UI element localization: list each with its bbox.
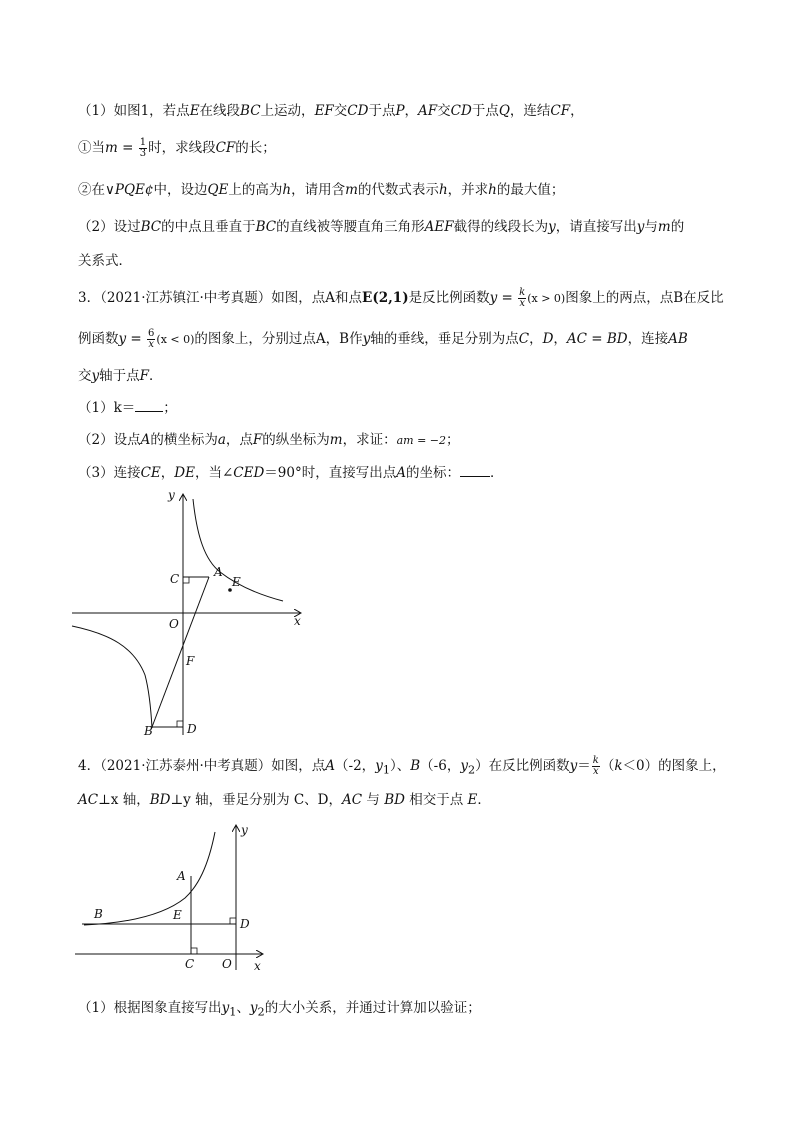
fraction-k-over-x: $\frac{k}{x}$ xyxy=(592,755,599,777)
label-x: x xyxy=(254,959,261,972)
label-e: E xyxy=(232,575,241,589)
label-c: C xyxy=(170,572,180,586)
hyperbola-left-branch xyxy=(72,626,152,728)
q3-part1: （1）k＝ ； xyxy=(78,400,177,416)
q2-part1: （1）如图1，若点E在线段BC上运动，EF交CD于点P，AF交CD于点Q，连结CF， xyxy=(78,103,584,119)
q4-part1: （1）根据图象直接写出$y_1$、$y_2$的大小关系，并通过计算加以验证； xyxy=(78,1000,481,1019)
label-o: O xyxy=(222,957,232,971)
segment-ab xyxy=(152,577,209,727)
fraction-one-third: $\frac{1}{3}$ xyxy=(139,137,147,159)
label-a: A xyxy=(214,565,223,579)
q2-sub2: ②在∨PQE¢中，设边QE上的高为h，请用含m的代数式表示h，并求h的最大值； xyxy=(78,182,565,198)
q3-part2: （2）设点A的横坐标为a，点F的纵坐标为m，求证：am = −2； xyxy=(78,432,460,448)
label-d: D xyxy=(240,917,250,931)
label-o: O xyxy=(169,617,179,631)
label-c: C xyxy=(185,957,195,971)
q3-line1: 3．（2021·江苏镇江·中考真题）如图，点A和点E(2,1)是反比例函数y = $\frac{k}{x}$ (x > 0)图象上的两点，点B在反比 xyxy=(78,287,724,309)
q3-line2: 例函数y = $\frac{6}{x}$ (x < 0)的图象上，分别过点A，B作y轴的垂线，垂足分别为点C，D，AC = BD，连接AB xyxy=(78,328,688,350)
q2-part2: （2）设过BC的中点且垂直于BC的直线被等腰直角三角形AEF截得的线段长为y，请直接写出y与m的 xyxy=(78,219,685,235)
label-x: x xyxy=(294,614,301,628)
label-a: A xyxy=(177,869,186,883)
right-angle-c xyxy=(191,948,197,954)
hyperbola-branch xyxy=(84,832,215,925)
label-e: E xyxy=(173,908,182,922)
label-d: D xyxy=(187,722,197,736)
q4-figure xyxy=(70,822,270,972)
fraction-6-over-x: $\frac{6}{x}$ xyxy=(148,328,155,350)
q3-line3: 交y轴于点F． xyxy=(78,368,163,384)
label-f: F xyxy=(186,654,195,668)
right-angle-c xyxy=(183,577,189,583)
answer-blank xyxy=(135,399,163,412)
q2-part2-line2: 关系式． xyxy=(78,253,132,269)
label-y: y xyxy=(168,488,175,502)
label-y: y xyxy=(241,823,248,837)
answer-blank xyxy=(460,464,490,477)
q4-line2: AC⊥x 轴，BD⊥y 轴，垂足分别为 C、D，AC 与 BD 相交于点 E． xyxy=(78,792,491,808)
q3-part3: （3）连接CE，DE，当∠CED＝90°时，直接写出点A的坐标： ． xyxy=(78,465,504,481)
label-b: B xyxy=(144,724,153,738)
q3-figure xyxy=(60,485,320,745)
fraction-k-over-x: $\frac{k}{x}$ xyxy=(519,287,526,309)
label-b: B xyxy=(94,907,103,921)
q4-line1: 4．（2021·江苏泰州·中考真题）如图，点A（-2，$y_1$）、B（-6，$y_2$）在反比例函数y＝ $\frac{k}{x}$ （k＜0）的图象上， xyxy=(78,755,726,777)
q2-sub1: ①当m = $\frac{1}{3}$ 时，求线段CF的长； xyxy=(78,137,276,159)
right-angle-d xyxy=(177,721,183,727)
right-angle-d xyxy=(230,918,236,924)
